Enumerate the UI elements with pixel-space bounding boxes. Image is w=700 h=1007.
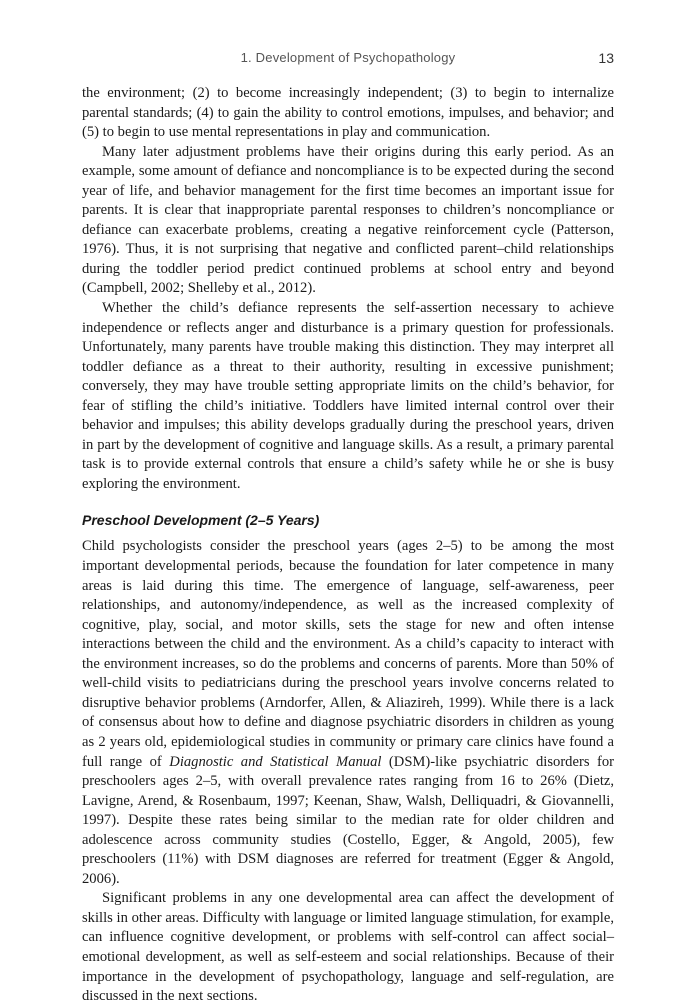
paragraph-continuation: the environment; (2) to become increasingly independent; (3) to begin to internalize parental standards; (4) to gain the ability to control emotions, impulses, and behavior; and (5) to begin to use mental representations in play and communication.: [82, 85, 614, 141]
chapter-running-title: 1. Development of Psychopathology: [240, 50, 456, 65]
dsm-title-italic: Diagnostic and Statistical Manual: [169, 753, 382, 770]
running-header: [82, 50, 614, 70]
body-text: [82, 84, 614, 1007]
section-heading-preschool-development: Preschool Development (2–5 Years): [82, 512, 320, 529]
preschool-text-part-1: Child psychologists consider the preschool years (ages 2–5) to be among the most important developmental periods, because the foundation for later competence in many areas is laid during this time. The emergence of language, self-awareness, peer relationships, and autonomy/independence, as well as the increased complexity of cognitive, play, social, and motor skills, sets the stage for new and often intense interactions between the child and the environment. As a child’s capacity to interact with the environment increases, so do the problems and concerns of parents. More than 50% of well-child visits to pediatricians during the preschool years involve concerns related to disruptive behavior problems (Arndorfer, Allen, & Aliazireh, 1999). While there is a lack of consensus about how to define and diagnose psychiatric disorders in children as young as 2 years old, epidemiological studies in community or primary care clinics have found a full range of: [82, 538, 614, 770]
paragraph-child-defiance: Whether the child’s defiance represents the self-assertion necessary to achieve independence or reflects anger and disturbance is a primary question for professionals. Unfortunately, many parents have trouble making this distinction. They may interpret all toddler defiance as a threat to their authority, resulting in excessive punishment; conversely, they may have trouble setting appropriate limits on the child’s behavior, for fear of stifling the child’s initiative. Toddlers have limited internal control over their behavior and impulses; this ability develops gradually during the preschool years, driven in part by the development of cognitive and language skills. As a result, a primary parental task is to provide external controls that ensure a child’s safety while he or she is busy exploring the environment.: [82, 300, 614, 492]
paragraph-significant-problems: Significant problems in any one developmental area can affect the development of skills in other areas. Difficulty with language or limited language stimulation, for example, can influence cognitive development, or problems with self-control can affect social–emotional development, as well as self-esteem and social relationships. Because of their importance in the development of psychopathology, language and self-regulation, are discussed in the next sections.: [82, 890, 614, 1005]
paragraph-preschool-years: [82, 537, 614, 889]
page-number: 13: [598, 50, 614, 66]
paragraph-adjustment-problems: Many later adjustment problems have their origins during this early period. As an example, some amount of defiance and noncompliance is to be expected during the second year of life, and behavior management for the first time becomes an important issue for parents. It is clear that inappropriate parental responses to children’s noncompliance or defiance can exacerbate problems, creating a negative reinforcement cycle (Patterson, 1976). Thus, it is not surprising that negative and conflicted parent–child relationships during the toddler period predict continued problems at school entry and beyond (Campbell, 2002; Shelleby et al., 2012).: [82, 143, 614, 297]
preschool-text-part-2: (DSM)-like psychiatric disorders for preschoolers ages 2–5, with overall prevalence rates ranging from 16 to 26% (Dietz, Lavigne, Arend, & Rosenbaum, 1997; Keenan, Shaw, Walsh, Delliquadri, & Giovannelli, 1997). Despite these rates being similar to the median rate for older children and adolescence across community studies (Costello, Egger, & Angold, 2005), few preschoolers (11%) with DSM diagnoses are referred for treatment (Egger & Angold, 2006).: [82, 753, 614, 887]
